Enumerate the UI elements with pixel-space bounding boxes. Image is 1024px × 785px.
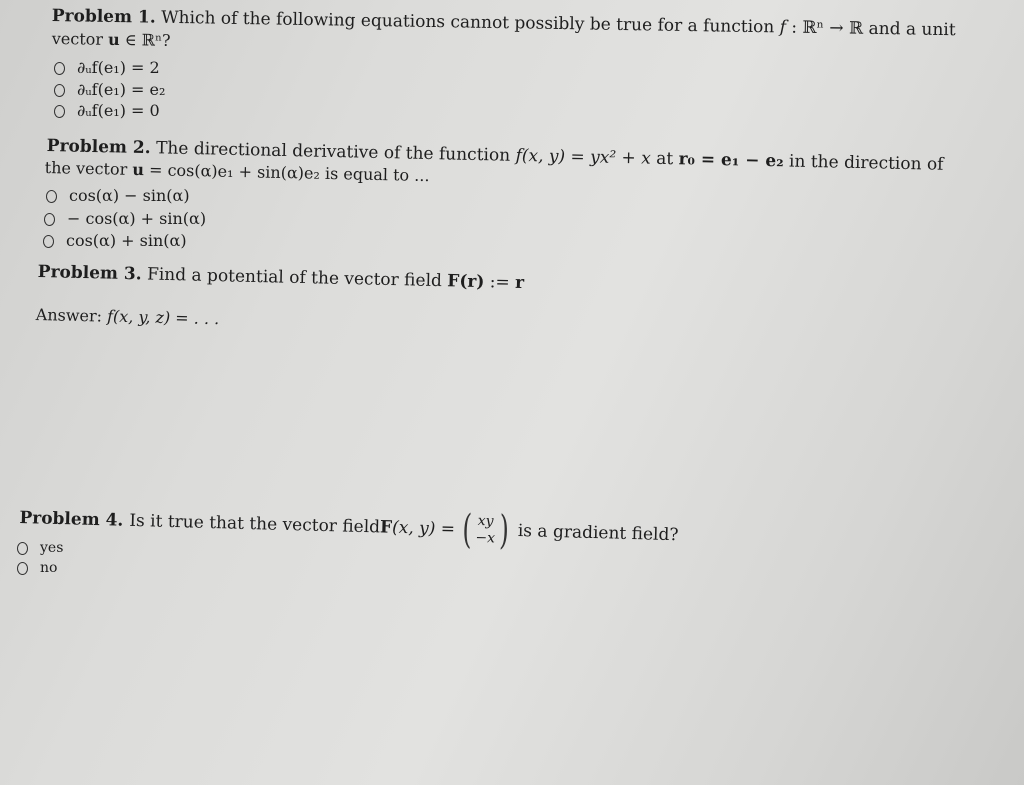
radio-button[interactable]: [54, 84, 65, 97]
radio-button[interactable]: [43, 235, 54, 248]
p2-option-2[interactable]: − cos(α) + sin(α): [44, 209, 206, 229]
p4-option-yes[interactable]: yes: [17, 538, 63, 558]
p2-option-1[interactable]: cos(α) − sin(α): [46, 186, 190, 206]
problem-1-label: Problem 1.: [51, 6, 156, 28]
p4-option-no[interactable]: no: [17, 558, 57, 578]
radio-button[interactable]: [46, 190, 57, 203]
problem-2-question: Problem 2. The directional derivative of the function f(x, y) = yx² + x at r₀ = e₁ − e₂ in the direction of: [46, 136, 944, 175]
radio-button[interactable]: [17, 542, 28, 555]
radio-button[interactable]: [17, 562, 28, 575]
radio-button[interactable]: [54, 62, 65, 75]
matrix-top-entry: xy: [477, 512, 494, 530]
problem-3-question: Problem 3. Find a potential of the vector field F(r) := r: [37, 262, 525, 294]
p1-option-2[interactable]: ∂ᵤf(e₁) = e₂: [54, 80, 165, 100]
problem-3-label: Problem 3.: [37, 262, 142, 285]
problem-2-question-cont: the vector u = cos(α)e₁ + sin(α)e₂ is equal to ...: [44, 158, 430, 186]
problem-3-answer: Answer: f(x, y, z) = . . .: [35, 305, 220, 329]
problem-1-question: Problem 1. Which of the following equations cannot possibly be true for a function f : ℝⁿ → ℝ and a unit: [51, 6, 956, 41]
p1-option-1[interactable]: ∂ᵤf(e₁) = 2: [54, 58, 160, 78]
problem-2-label: Problem 2.: [46, 136, 151, 159]
radio-button[interactable]: [44, 213, 55, 226]
matrix-bottom-entry: −x: [475, 529, 496, 547]
problem-4-label: Problem 4.: [19, 507, 124, 531]
problem-4-question: Problem 4. Is it true that the vector field F (x, y) = ( xy −x ) is a gradient field?: [19, 506, 679, 554]
vector-matrix: ( xy −x ): [461, 506, 510, 554]
problem-1-question-cont: vector u ∈ ℝⁿ?: [51, 29, 171, 50]
p2-option-3[interactable]: cos(α) + sin(α): [43, 231, 187, 251]
p1-option-3[interactable]: ∂ᵤf(e₁) = 0: [54, 101, 160, 121]
radio-button[interactable]: [54, 105, 65, 118]
